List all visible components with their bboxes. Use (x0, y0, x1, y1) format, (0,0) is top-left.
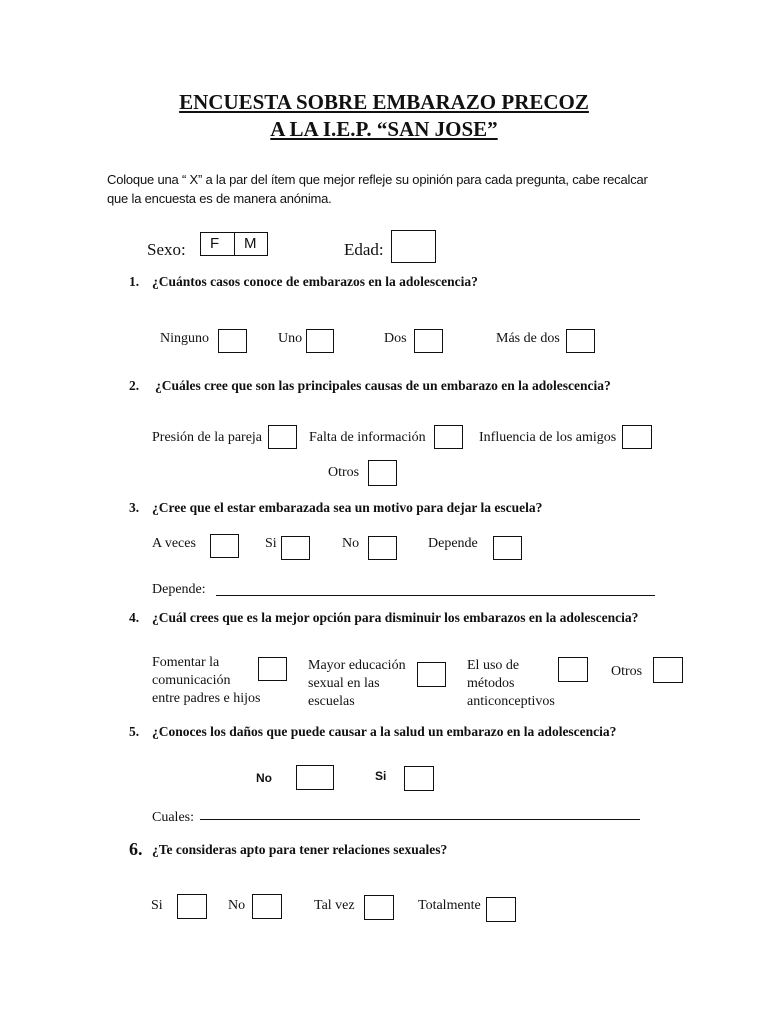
q4-option-1-line: comunicación (152, 673, 231, 688)
q5-option-si-checkbox[interactable] (404, 766, 434, 791)
q4-option-2-text (308, 657, 406, 711)
sexo-divider (234, 233, 235, 255)
q4-option-3-line: El uso de (467, 658, 520, 673)
q2-option-label: Falta de información (309, 430, 426, 445)
q1-option-uno-checkbox[interactable] (306, 329, 334, 353)
q2-option-falta-info-checkbox[interactable] (434, 425, 463, 449)
q3-option-si-checkbox[interactable] (281, 536, 310, 560)
q5-cuales-line[interactable] (200, 819, 640, 820)
edad-box[interactable] (391, 230, 436, 263)
q4-option-2-line: Mayor educación (308, 658, 406, 673)
q6-text: ¿Te consideras apto para tener relaciones sexuales? (152, 842, 448, 857)
q4-option-anticonceptivos-checkbox[interactable] (558, 657, 588, 682)
q2-text: ¿Cuáles cree que son las principales causas de un embarazo en la adolescencia? (155, 378, 611, 393)
q5-option-label: No (256, 771, 272, 785)
q1-option-ninguno-checkbox[interactable] (218, 329, 247, 353)
q3-option-a-veces-checkbox[interactable] (210, 534, 239, 558)
q4-option-1-line: Fomentar la (152, 655, 220, 670)
q4-number: 4. (129, 610, 140, 625)
q2-option-presion-checkbox[interactable] (268, 425, 297, 449)
q2-option-label: Influencia de los amigos (479, 430, 617, 445)
q3-number: 3. (129, 500, 140, 515)
q1-option-dos-checkbox[interactable] (414, 329, 443, 353)
q3-option-label: A veces (152, 536, 196, 551)
instructions-line2: que la encuesta es de manera anónima. (107, 191, 332, 206)
q2-option-influencia-checkbox[interactable] (622, 425, 652, 449)
q6-option-label: Tal vez (314, 898, 355, 913)
q4-option-3-line: anticonceptivos (467, 694, 555, 709)
q4-text: ¿Cuál crees que es la mejor opción para disminuir los embarazos en la adolescencia? (152, 610, 639, 625)
q2-option-label: Otros (328, 465, 360, 480)
sexo-f-label: F (210, 235, 220, 252)
survey-title-line2: A LA I.E.P. “SAN JOSE” (270, 117, 498, 141)
q3-option-no-checkbox[interactable] (368, 536, 397, 560)
q6-option-label: Totalmente (418, 898, 481, 913)
q2-option-otros-checkbox[interactable] (368, 460, 397, 486)
edad-label: Edad: (344, 240, 384, 259)
q4-option-3-text (467, 657, 555, 711)
q1-option-label: Más de dos (496, 331, 560, 346)
q6-option-label: Si (151, 898, 163, 913)
q1-number: 1. (129, 274, 140, 289)
q5-text: ¿Conoces los daños que puede causar a la salud un embarazo en la adolescencia? (152, 724, 617, 739)
q6-number: 6. (129, 839, 143, 859)
q5-cuales-label: Cuales: (152, 810, 194, 825)
q6-option-no-checkbox[interactable] (252, 894, 282, 919)
q6-option-si-checkbox[interactable] (177, 894, 207, 919)
q4-option-otros-checkbox[interactable] (653, 657, 683, 683)
q5-option-label: Si (375, 769, 387, 783)
q4-option-3-line: métodos (467, 676, 515, 691)
q6-option-totalmente-checkbox[interactable] (486, 897, 516, 922)
q6-option-tal-vez-checkbox[interactable] (364, 895, 394, 920)
q5-number: 5. (129, 724, 140, 739)
sexo-m-label: M (244, 235, 257, 252)
instructions-line1: Coloque una “ X” a la par del ítem que mejor refleje su opinión para cada pregunta, cabe recalcar (107, 172, 648, 187)
q3-text: ¿Cree que el estar embarazada sea un motivo para dejar la escuela? (152, 500, 543, 515)
q4-option-educacion-checkbox[interactable] (417, 662, 446, 687)
q1-option-label: Dos (384, 331, 407, 346)
q3-depende-label: Depende: (152, 582, 206, 597)
q4-option-4-label: Otros (611, 664, 643, 679)
q3-option-label: Depende (428, 536, 478, 551)
q1-text: ¿Cuántos casos conoce de embarazos en la adolescencia? (152, 274, 478, 289)
sexo-box[interactable] (200, 232, 268, 256)
survey-title-line1: ENCUESTA SOBRE EMBARAZO PRECOZ (179, 90, 589, 114)
q5-option-no-checkbox[interactable] (296, 765, 334, 790)
q4-option-1-text (152, 654, 260, 708)
q1-option-label: Ninguno (160, 331, 209, 346)
q2-option-label: Presión de la pareja (152, 430, 263, 445)
q3-option-depende-checkbox[interactable] (493, 536, 522, 560)
q3-depende-line[interactable] (216, 595, 655, 596)
q4-option-2-line: sexual en las (308, 676, 380, 691)
q3-option-label: No (342, 536, 360, 551)
q2-number: 2. (129, 378, 140, 393)
q4-option-1-line: entre padres e hijos (152, 691, 261, 706)
q6-option-label: No (228, 898, 246, 913)
q4-option-2-line: escuelas (308, 694, 355, 709)
q1-option-label: Uno (278, 331, 303, 346)
q4-option-comunicacion-checkbox[interactable] (258, 657, 287, 681)
q1-option-mas-de-dos-checkbox[interactable] (566, 329, 595, 353)
q3-option-label: Si (265, 536, 277, 551)
sexo-label: Sexo: (147, 240, 186, 259)
